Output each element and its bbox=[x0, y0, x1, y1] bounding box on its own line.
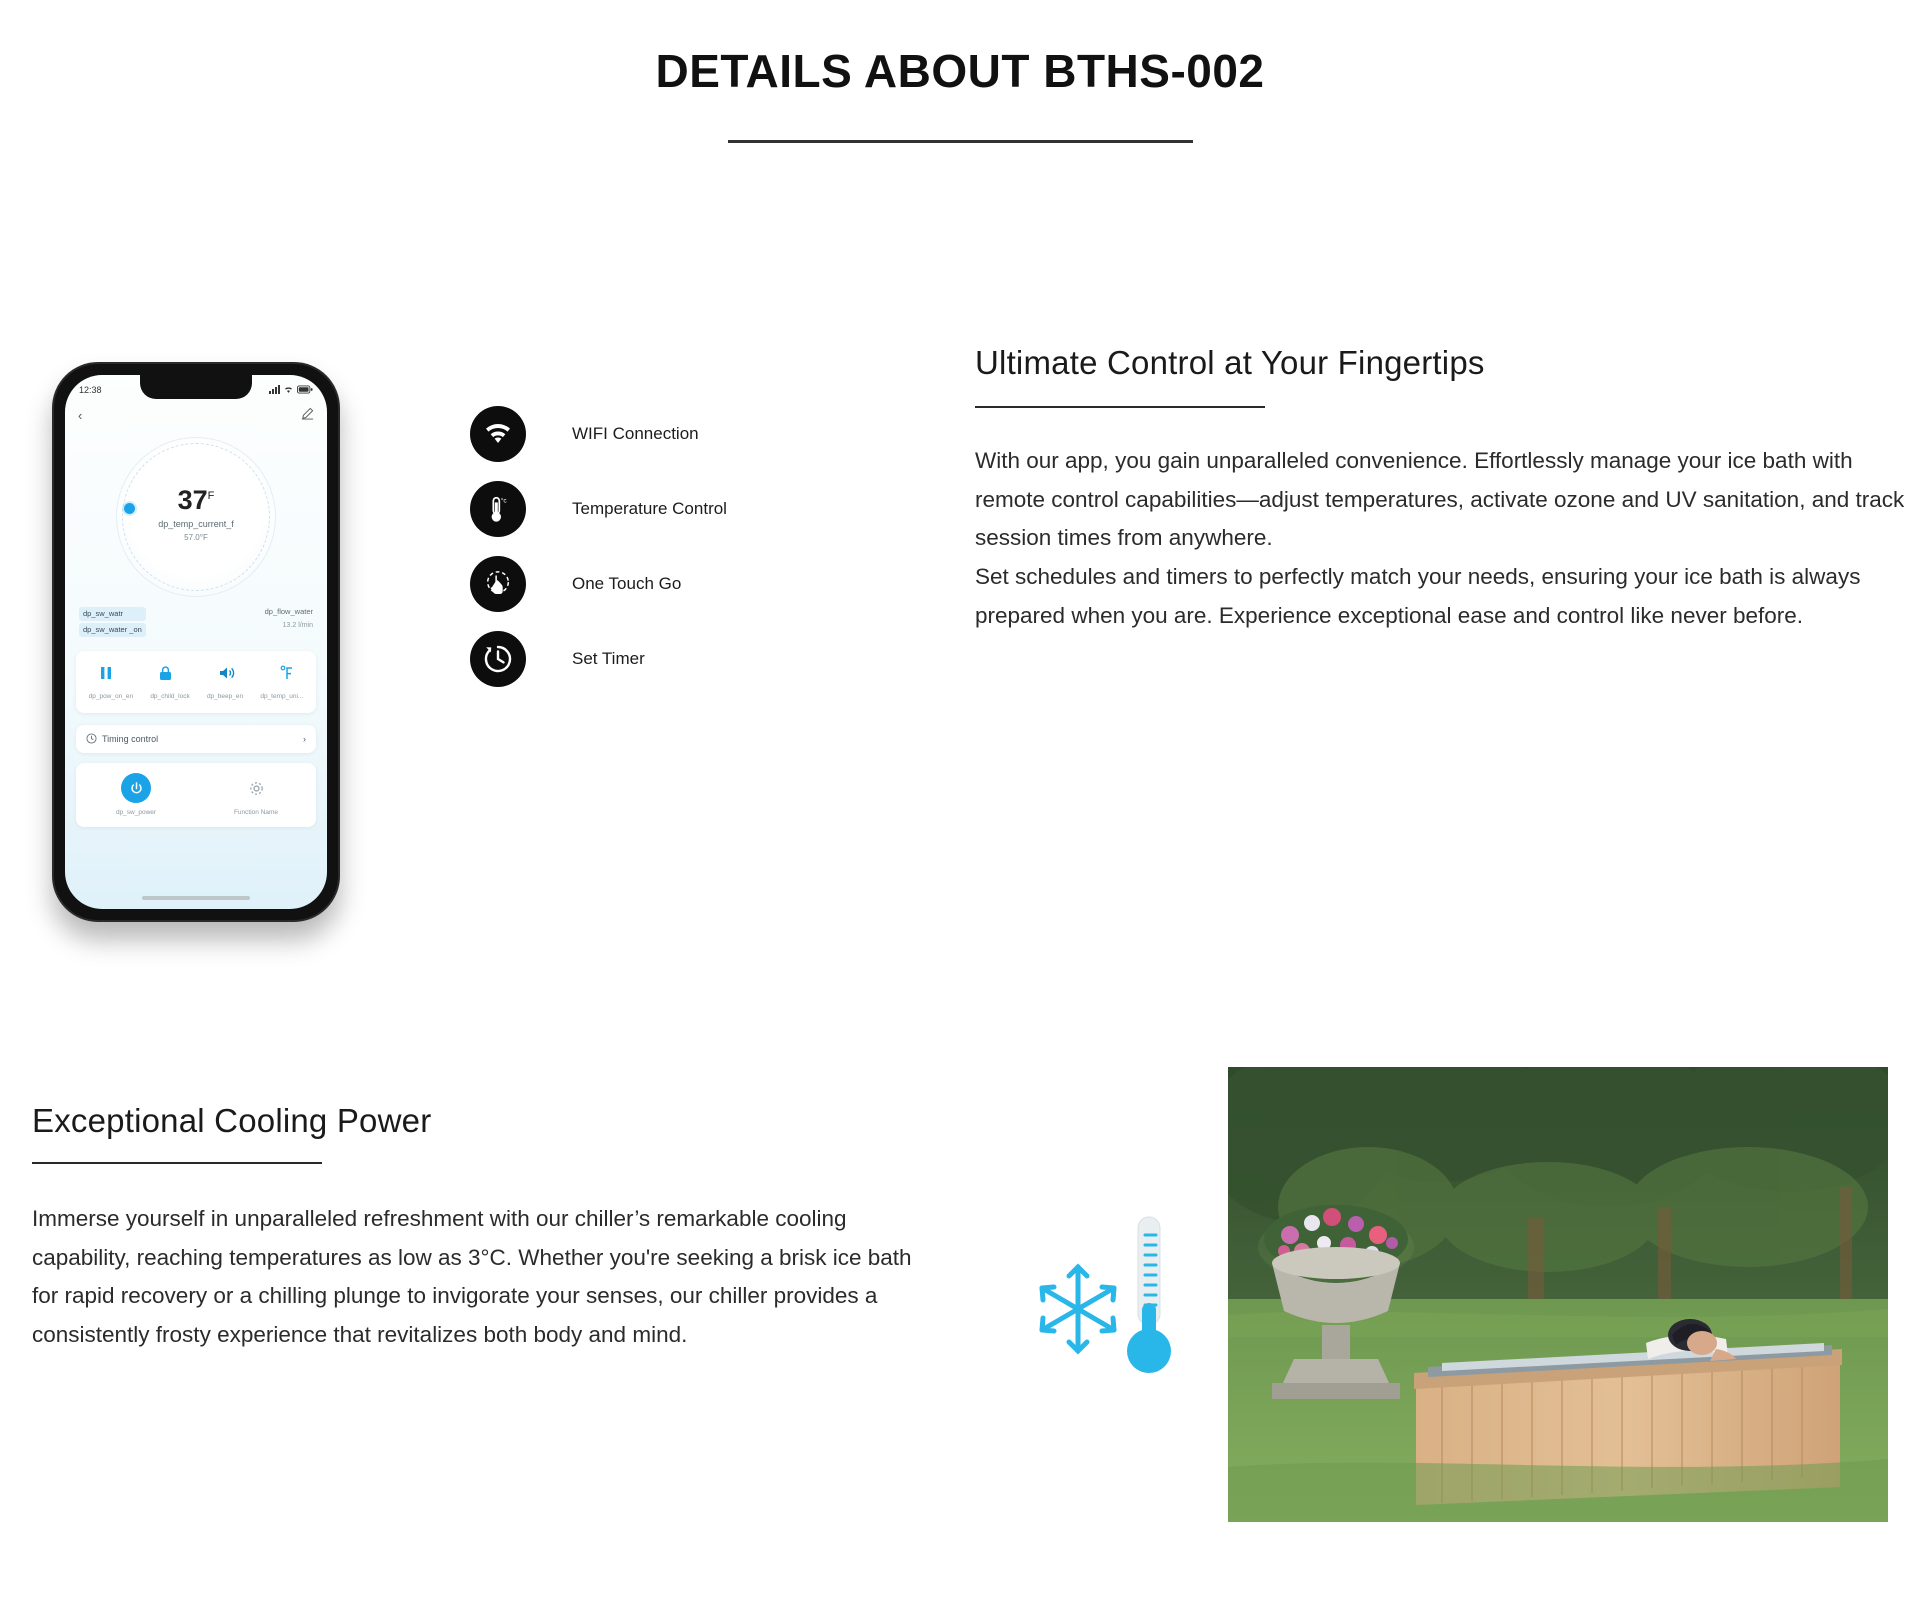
control-label-unit: dp_temp_uni... bbox=[260, 693, 304, 700]
feature-item-wifi bbox=[470, 396, 800, 471]
pause-icon[interactable] bbox=[98, 665, 114, 684]
feature-list bbox=[470, 396, 800, 696]
fahrenheit-icon[interactable] bbox=[280, 665, 294, 684]
control-label-lock: dp_child_lock bbox=[150, 693, 190, 700]
section-cooling-power bbox=[0, 1044, 1920, 1604]
section-app-control bbox=[0, 324, 1920, 984]
battery-icon bbox=[297, 385, 313, 396]
feature-label-wifi: WIFI Connection bbox=[572, 423, 699, 443]
bottom-label-function: Function Name bbox=[233, 809, 279, 816]
section-two-divider bbox=[32, 1162, 322, 1164]
feature-label-timer: Set Timer bbox=[572, 648, 645, 668]
status-icons bbox=[269, 385, 313, 396]
section-two-text bbox=[32, 1102, 942, 1355]
phone-body bbox=[52, 362, 340, 922]
feature-item-one-touch bbox=[470, 546, 800, 621]
chip-water-switch[interactable]: dp_sw_watr bbox=[79, 607, 146, 621]
chip-group-right bbox=[265, 607, 313, 637]
speaker-icon[interactable] bbox=[218, 665, 236, 684]
home-indicator bbox=[142, 896, 250, 900]
control-icon-row bbox=[76, 651, 316, 693]
control-label-row bbox=[76, 693, 316, 700]
ice-bath-photo bbox=[1228, 1067, 1888, 1522]
phone-chip-row bbox=[65, 607, 327, 637]
chip-water-on[interactable]: dp_sw_water _on bbox=[79, 623, 146, 637]
phone-screen bbox=[65, 375, 327, 909]
clock-icon bbox=[86, 733, 97, 746]
section-one-paragraph-1: With our app, you gain unparalleled convenience. Effortlessly manage your ice bath with remote control capabilities—adjust temperatures, activate ozone and UV sanitation, and track session times from anywhere. bbox=[975, 448, 1905, 551]
chip-group-left bbox=[79, 607, 146, 637]
control-label-power: dp_pow_on_en bbox=[88, 693, 134, 700]
chevron-right-icon[interactable]: › bbox=[303, 734, 306, 744]
phone-bottom-card bbox=[76, 763, 316, 827]
feature-item-temperature bbox=[470, 471, 800, 546]
dial-secondary-temperature: 57.0°F bbox=[184, 533, 208, 542]
wifi-icon bbox=[470, 406, 526, 462]
phone-notch bbox=[140, 375, 252, 399]
status-time: 12:38 bbox=[79, 385, 102, 395]
feature-label-one-touch: One Touch Go bbox=[572, 573, 682, 593]
section-two-heading: Exceptional Cooling Power bbox=[32, 1102, 432, 1139]
section-one-paragraph-2: Set schedules and timers to perfectly match your needs, ensuring your ice bath is always prepared when you are. Experience exceptional ease and control like never before. bbox=[975, 564, 1861, 628]
timing-control-row[interactable] bbox=[76, 725, 316, 753]
phone-mockup bbox=[52, 362, 352, 942]
chip-flow-water: dp_flow_water bbox=[264, 607, 313, 616]
phone-control-card bbox=[76, 651, 316, 713]
chip-flow-value: 13.2 l/min bbox=[282, 622, 313, 629]
thermometer-icon bbox=[470, 481, 526, 537]
page-title: DETAILS ABOUT BTHS-002 bbox=[655, 45, 1265, 97]
section-one-text bbox=[975, 344, 1905, 635]
title-divider bbox=[728, 140, 1193, 143]
section-one-heading: Ultimate Control at Your Fingertips bbox=[975, 344, 1485, 381]
bottom-cell-function[interactable] bbox=[196, 763, 316, 827]
timing-control-label: Timing control bbox=[102, 734, 159, 744]
feature-label-temperature: Temperature Control bbox=[572, 498, 727, 518]
section-two-paragraph: Immerse yourself in unparalleled refreshment with our chiller’s remarkable cooling capability, reaching temperatures as low as 3°C. Whether you're seeking a brisk ice bath for rapid recovery or a chilling plunge to invigorate your senses, our chiller provides a consistently frosty experience that revitalizes both body and mind. bbox=[32, 1206, 912, 1348]
bottom-label-power: dp_sw_power bbox=[115, 809, 157, 816]
bottom-cell-power[interactable] bbox=[76, 763, 196, 827]
edit-icon[interactable] bbox=[301, 407, 314, 423]
section-one-divider bbox=[975, 406, 1265, 408]
power-icon[interactable] bbox=[121, 773, 151, 803]
back-chevron-icon[interactable]: ‹ bbox=[78, 407, 83, 423]
feature-item-timer bbox=[470, 621, 800, 696]
dial-ticks bbox=[122, 443, 270, 591]
signal-icon bbox=[269, 385, 280, 396]
timer-icon bbox=[470, 631, 526, 687]
gear-icon[interactable] bbox=[241, 773, 271, 803]
control-label-beep: dp_beep_en bbox=[206, 693, 244, 700]
snowflake-thermometer-icon bbox=[1030, 1199, 1190, 1389]
dial-temperature: $37^F$ bbox=[177, 485, 215, 515]
temperature-dial[interactable] bbox=[116, 437, 276, 597]
wifi-icon bbox=[283, 385, 294, 396]
phone-nav-bar bbox=[65, 403, 327, 427]
lock-icon[interactable] bbox=[158, 665, 173, 684]
dial-datapoint-label: dp_temp_current_f bbox=[158, 519, 234, 529]
svg-text:°c: °c bbox=[500, 496, 507, 504]
touch-icon bbox=[470, 556, 526, 612]
